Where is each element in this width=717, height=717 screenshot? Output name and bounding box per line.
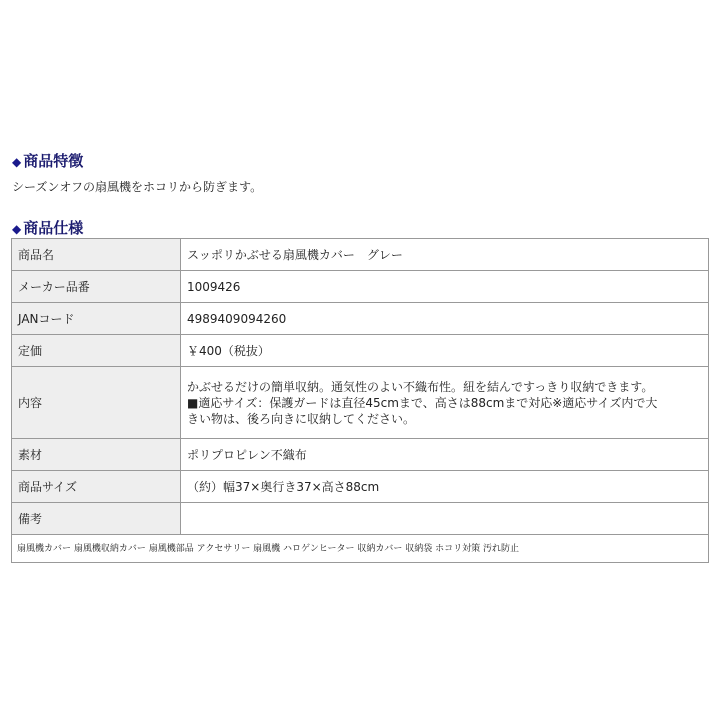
table-row bbox=[12, 303, 709, 335]
diamond-icon: ◆ bbox=[12, 222, 22, 236]
row-label: 素材 bbox=[12, 439, 181, 471]
row-label: 備考 bbox=[12, 503, 181, 535]
spec-heading bbox=[12, 219, 83, 238]
row-label: 商品名 bbox=[12, 239, 181, 271]
table-row bbox=[12, 439, 709, 471]
table-row bbox=[12, 471, 709, 503]
row-value: （約）幅37×奥行き37×高さ88cm bbox=[181, 471, 709, 503]
row-value bbox=[181, 503, 709, 535]
row-value: 4989409094260 bbox=[181, 303, 709, 335]
row-value: ￥400（税抜） bbox=[181, 335, 709, 367]
table-row bbox=[12, 367, 709, 439]
row-value bbox=[181, 367, 709, 439]
search-tags: 扇風機カバー 扇風機収納カバー 扇風機部品 アクセサリー 扇風機 ハロゲンヒーター 収納カバー 収納袋 ホコリ対策 汚れ防止 bbox=[12, 535, 709, 563]
content-line: ■適応サイズ：保護ガードは直径45cmまで、高さは88cmまで対応※適応サイズ内で大 bbox=[187, 395, 658, 410]
tags-row bbox=[12, 535, 709, 563]
row-label: 定価 bbox=[12, 335, 181, 367]
row-value: 1009426 bbox=[181, 271, 709, 303]
table-row bbox=[12, 503, 709, 535]
features-heading-text: 商品特徴 bbox=[23, 152, 84, 170]
row-label: JANコード bbox=[12, 303, 181, 335]
row-label: 内容 bbox=[12, 367, 181, 439]
table-row bbox=[12, 271, 709, 303]
spec-table bbox=[11, 238, 709, 563]
row-label: 商品サイズ bbox=[12, 471, 181, 503]
diamond-icon: ◆ bbox=[12, 155, 22, 169]
row-label: メーカー品番 bbox=[12, 271, 181, 303]
row-value: ポリプロピレン不織布 bbox=[181, 439, 709, 471]
features-heading bbox=[12, 152, 83, 171]
table-row bbox=[12, 239, 709, 271]
table-row bbox=[12, 335, 709, 367]
content-line: かぶせるだけの簡単収納。通気性のよい不織布性。紐を結んですっきり収納できます。 bbox=[187, 379, 654, 394]
features-text: シーズンオフの扇風機をホコリから防ぎます。 bbox=[12, 180, 263, 194]
content-line: きい物は、後ろ向きに収納してください。 bbox=[187, 411, 416, 426]
row-value: スッポリかぶせる扇風機カバー グレー bbox=[181, 239, 709, 271]
spec-heading-text: 商品仕様 bbox=[23, 219, 84, 237]
